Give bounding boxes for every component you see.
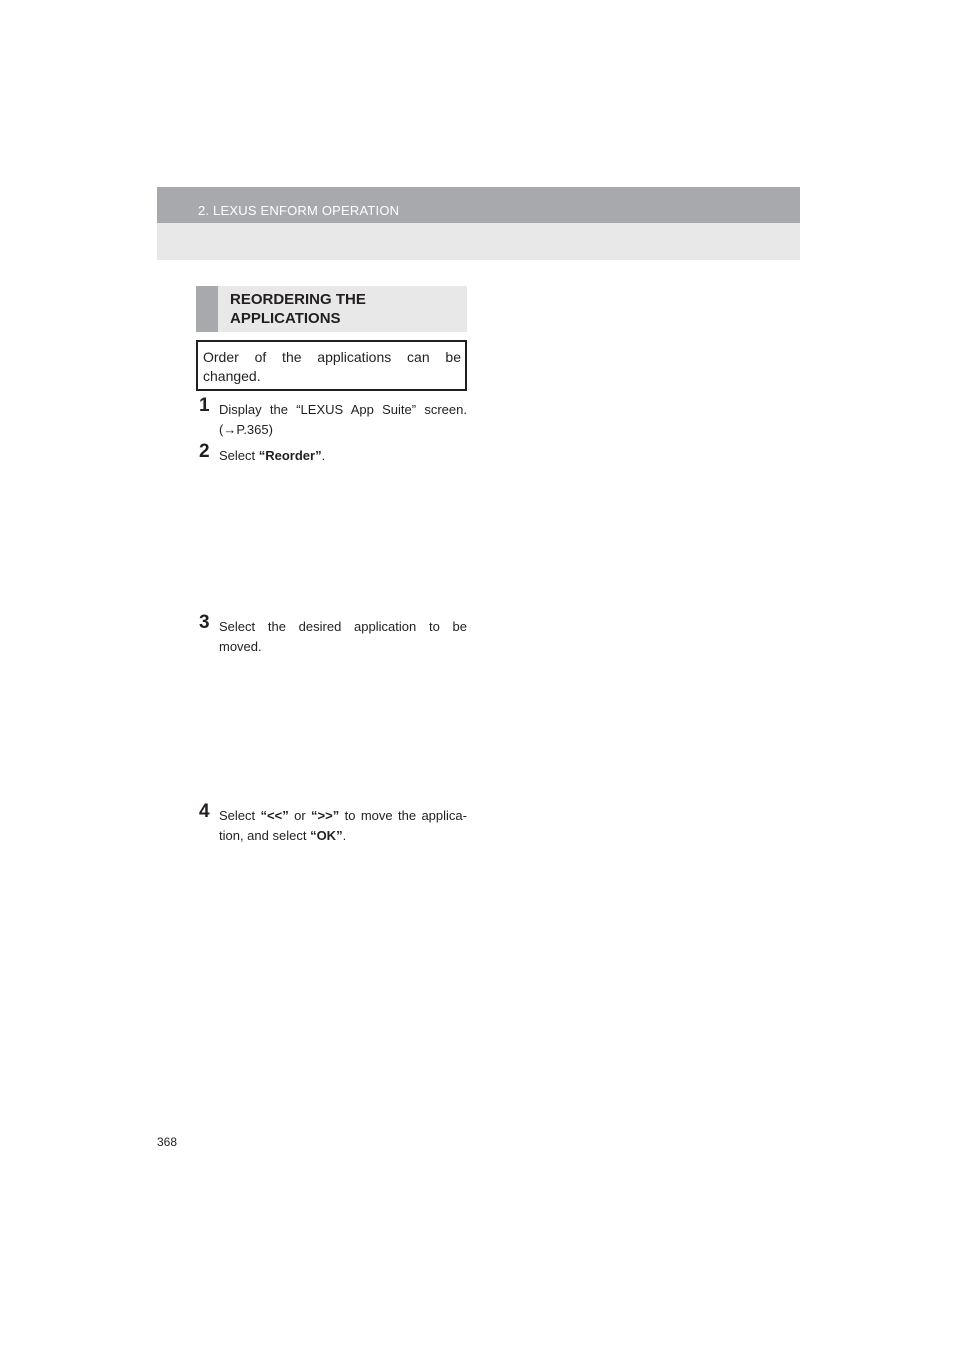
step-4 <box>199 801 467 846</box>
step-text-part: or <box>288 808 312 823</box>
step-number: 1 <box>199 395 210 416</box>
intro-text: Order of the applications can be changed. <box>203 349 461 384</box>
step-text-bold: “Reorder” <box>258 448 322 463</box>
step-text <box>199 400 467 440</box>
step-text-bold: “<<” <box>260 808 289 823</box>
step-number: 4 <box>199 801 210 822</box>
step-text-part: Select <box>219 448 259 463</box>
step-text-part: . <box>342 828 347 843</box>
section-label: 2. LEXUS ENFORM OPERATION <box>198 203 400 218</box>
intro-box <box>196 340 467 391</box>
section-heading-tab <box>196 286 218 332</box>
step-text-part: . <box>321 448 326 463</box>
step-2 <box>199 441 467 466</box>
step-text-bold: “>>” <box>311 808 340 823</box>
step-text-part: Select the desired application to be moved. <box>219 619 467 654</box>
step-text <box>199 446 467 466</box>
page-header-band <box>157 187 800 260</box>
step-number: 2 <box>199 441 210 462</box>
step-1 <box>199 395 467 440</box>
step-text <box>199 617 467 657</box>
step-text <box>199 806 467 846</box>
page-header-bar <box>157 187 800 223</box>
step-text-part: to move the applica-tion, and select <box>219 808 467 843</box>
page-number: 368 <box>157 1135 178 1149</box>
step-text-part: Display the “LEXUS App Suite” screen. (→P.365) <box>219 402 467 437</box>
section-title: REORDERING THE APPLICATIONS <box>230 291 366 327</box>
step-text-bold: “OK” <box>310 828 343 843</box>
step-text-part: Select <box>219 808 261 823</box>
step-number: 3 <box>199 612 210 633</box>
section-heading-box <box>196 286 467 332</box>
step-3 <box>199 612 467 657</box>
